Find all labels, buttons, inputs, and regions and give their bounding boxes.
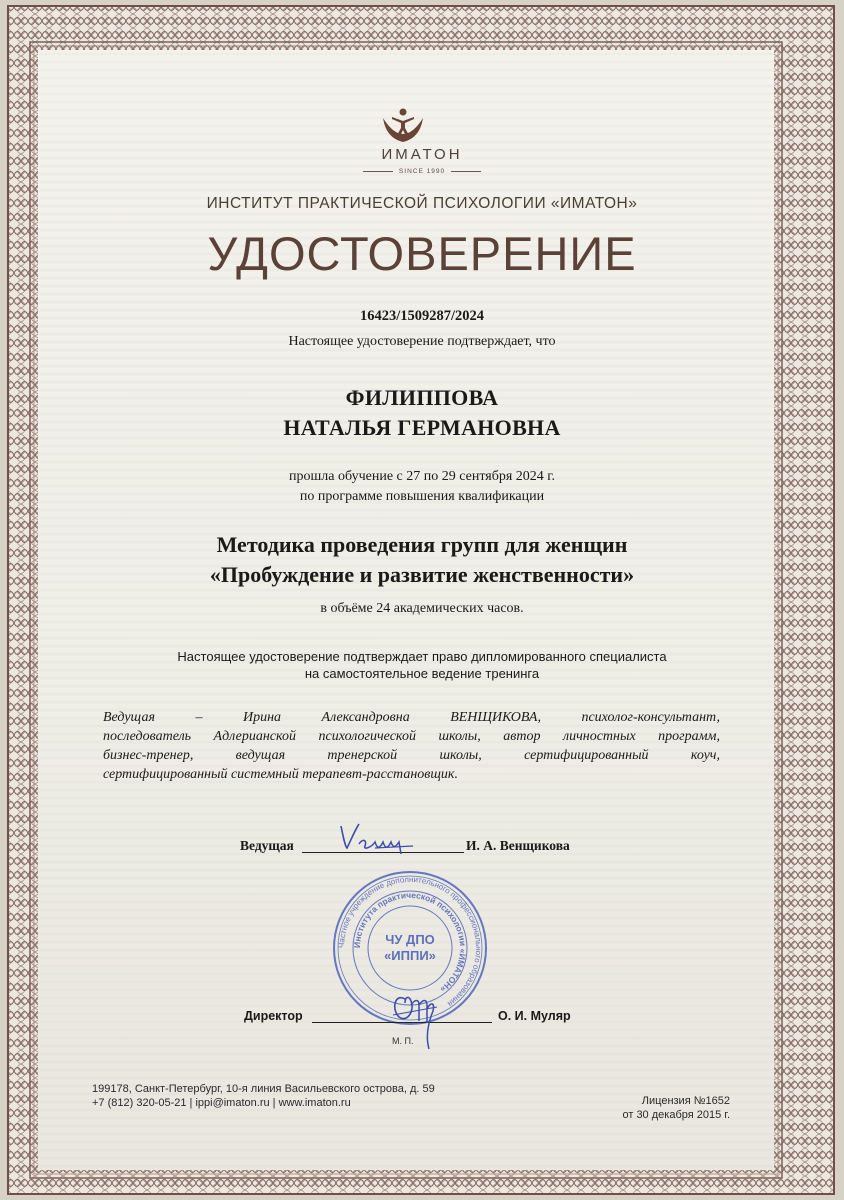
recipient-last-name: ФИЛИППОВА [345,385,499,410]
course-hours: в объёме 24 академических часов. [320,601,524,616]
stamp-outer-text: Частное учреждение дополнительного профессионального образования [336,874,484,1009]
recipient-name [0,383,844,443]
lead-line-3: бизнес-тренер, ведущая тренерской школы, сертифицированный коуч, [103,748,720,763]
license-number: Лицензия №1652 [641,1095,730,1107]
footer-license-block [570,1094,730,1122]
stamp-center-line-1: ЧУ ДПО [385,932,435,947]
leader-signature-image [335,818,435,858]
course-line-2: «Пробуждение и развитие женственности» [209,562,635,587]
right-line-2: на самостоятельное ведение тренинга [304,666,540,681]
training-info [0,467,844,507]
leader-description [103,708,720,784]
document-title: УДОСТОВЕРЕНИЕ [207,227,637,280]
certificate-number: 16423/1509287/2024 [359,308,485,324]
stamp-center-line-2: «ИППИ» [384,948,436,963]
program-type: по программе повышения квалификации [299,489,545,504]
lead-line-1: Ведущая – Ирина Александровна ВЕНЩИКОВА, психолог-консультант, [103,710,720,725]
leader-label: Ведущая [240,838,294,853]
director-label: Директор [244,1009,303,1023]
leader-name: И. А. Венщикова [466,838,570,853]
course-line-1: Методика проведения групп для женщин [216,532,628,557]
training-dates: прошла обучение с 27 по 29 сентября 2024 г. [289,469,555,484]
logo-wordmark: ИМАТОН [381,146,463,163]
footer-address-block [92,1082,435,1110]
footer-address: 199178, Санкт-Петербург, 10-я линия Васильевского острова, д. 59 [92,1083,435,1095]
course-title [0,530,844,590]
recipient-first-names: НАТАЛЬЯ ГЕРМАНОВНА [283,415,561,440]
footer-contacts: +7 (812) 320-05-21 | ippi@imaton.ru | www.imaton.ru [92,1097,351,1109]
stamp-place-mark: М. П. [392,1036,414,1046]
license-date: от 30 декабря 2015 г. [622,1109,730,1121]
lead-line-4: сертифицированный системный терапевт-расстановщик. [103,767,458,782]
institute-name: ИНСТИТУТ ПРАКТИЧЕСКОЙ ПСИХОЛОГИИ «ИМАТОН» [206,195,638,212]
confirm-text: Настоящее удостоверение подтверждает, что [288,334,556,349]
imaton-logo-icon [380,104,426,146]
since-text: SINCE 1990 [398,168,446,175]
right-line-1: Настоящее удостоверение подтверждает право дипломированного специалиста [177,649,667,664]
stamp-inner-text: Института практической психологии «ИМАТОН» [351,889,469,995]
right-statement [0,648,844,682]
logo-since [0,168,844,175]
director-name: О. И. Муляр [498,1009,571,1023]
lead-line-2: последователь Адлерианской психологической школы, автор личностных программ, [103,729,720,744]
